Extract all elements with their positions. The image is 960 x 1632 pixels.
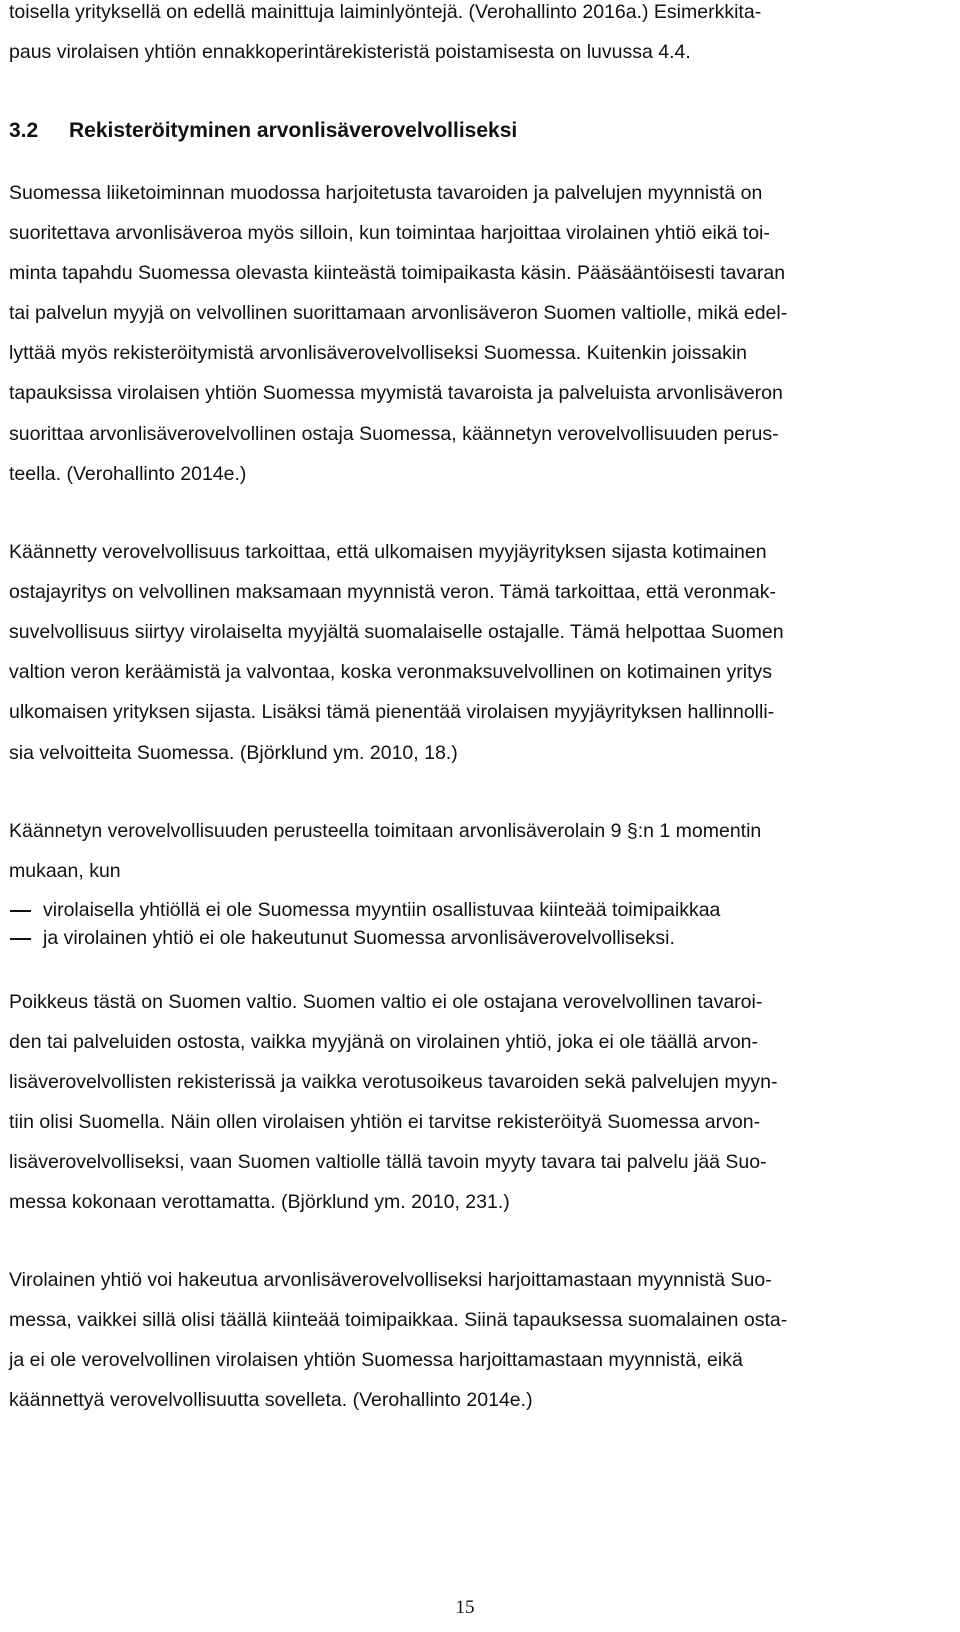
text-line: lisäverovelvollisten rekisterissä ja vaikka verotusoikeus tavaroiden sekä palvelujen myyn-	[9, 1071, 778, 1093]
text-line: tai palvelun myyjä on velvollinen suorittamaan arvonlisäveron Suomen valtiolle, mikä edel-	[9, 302, 788, 324]
text-line: tapauksissa virolaisen yhtiön Suomessa myymistä tavaroista ja palveluista arvonlisäveron	[9, 382, 783, 404]
text-line: teella. (Verohallinto 2014e.)	[9, 463, 247, 485]
text-line: lisäverovelvolliseksi, vaan Suomen valtiolle tällä tavoin myyty tavara tai palvelu jää Suo-	[9, 1151, 767, 1173]
text-line: Käännetyn verovelvollisuuden perusteella toimitaan arvonlisäverolain 9 §:n 1 momentin	[9, 820, 762, 842]
text-line: käännettyä verovelvollisuutta sovelleta. (Verohallinto 2014e.)	[9, 1389, 533, 1411]
text-line: sia velvoitteita Suomessa. (Björklund ym. 2010, 18.)	[9, 742, 458, 764]
text-line: mukaan, kun	[9, 860, 121, 882]
text-line: Käännetty verovelvollisuus tarkoittaa, että ulkomaisen myyjäyrityksen sijasta kotimainen	[9, 541, 767, 563]
text-line: Suomessa liiketoiminnan muodossa harjoitetusta tavaroiden ja palvelujen myynnistä on	[9, 182, 763, 204]
list-item-text: ja virolainen yhtiö ei ole hakeutunut Suomessa arvonlisäverovelvolliseksi.	[43, 927, 675, 949]
dash-bullet-icon	[10, 938, 31, 940]
text-line: suorittaa arvonlisäverovelvollinen ostaja Suomessa, käännetyn verovelvollisuuden perus-	[9, 423, 779, 445]
text-line: Poikkeus tästä on Suomen valtio. Suomen valtio ei ole ostajana verovelvollinen tavaroi-	[9, 991, 763, 1013]
text-line: tiin olisi Suomella. Näin ollen virolaisen yhtiön ei tarvitse rekisteröityä Suomessa arvon-	[9, 1111, 761, 1133]
text-line: ostajayritys on velvollinen maksamaan myynnistä veron. Tämä tarkoittaa, että veronmak-	[9, 581, 776, 603]
text-line: messa kokonaan verottamatta. (Björklund ym. 2010, 231.)	[9, 1191, 510, 1213]
text-line: valtion veron keräämistä ja valvontaa, koska veronmaksuvelvollinen on kotimainen yritys	[9, 661, 773, 683]
dash-bullet-icon	[10, 910, 31, 912]
text-line: lyttää myös rekisteröitymistä arvonlisäverovelvolliseksi Suomessa. Kuitenkin joissakin	[9, 342, 748, 364]
text-line: den tai palveluiden ostosta, vaikka myyjänä on virolainen yhtiö, joka ei ole täällä arvon-	[9, 1031, 759, 1053]
text-line: minta tapahdu Suomessa olevasta kiinteästä toimipaikasta käsin. Pääsääntöisesti tavaran	[9, 262, 786, 284]
list-item-text: virolaisella yhtiöllä ei ole Suomessa myyntiin osallistuvaa kiinteää toimipaikkaa	[43, 899, 721, 921]
section-number: 3.2	[9, 119, 39, 142]
page-number: 15	[455, 1597, 475, 1618]
section-heading	[9, 118, 517, 144]
text-line: ulkomaisen yrityksen sijasta. Lisäksi tämä pienentää virolaisen myyjäyrityksen hallinnolli-	[9, 701, 775, 723]
text-line: messa, vaikkei sillä olisi täällä kiinteää toimipaikkaa. Siinä tapauksessa suomalainen osta-	[9, 1309, 788, 1331]
section-title: Rekisteröityminen arvonlisäverovelvolliseksi	[69, 119, 518, 142]
text-line: paus virolaisen yhtiön ennakkoperintärekisteristä poistamisesta on luvussa 4.4.	[9, 41, 691, 63]
text-line: Virolainen yhtiö voi hakeutua arvonlisäverovelvolliseksi harjoittamastaan myynnistä Suo-	[9, 1269, 772, 1291]
text-line: toisella yrityksellä on edellä mainittuja laiminlyöntejä. (Verohallinto 2016a.) Esimerkkita-	[9, 1, 762, 23]
text-line: suvelvollisuus siirtyy virolaiselta myyjältä suomalaiselle ostajalle. Tämä helpottaa Suomen	[9, 621, 784, 643]
text-line: ja ei ole verovelvollinen virolaisen yhtiön Suomessa harjoittamastaan myynnistä, eikä	[9, 1349, 743, 1371]
text-line: suoritettava arvonlisäveroa myös silloin, kun toimintaa harjoittaa virolainen yhtiö eikä toi-	[9, 222, 770, 244]
